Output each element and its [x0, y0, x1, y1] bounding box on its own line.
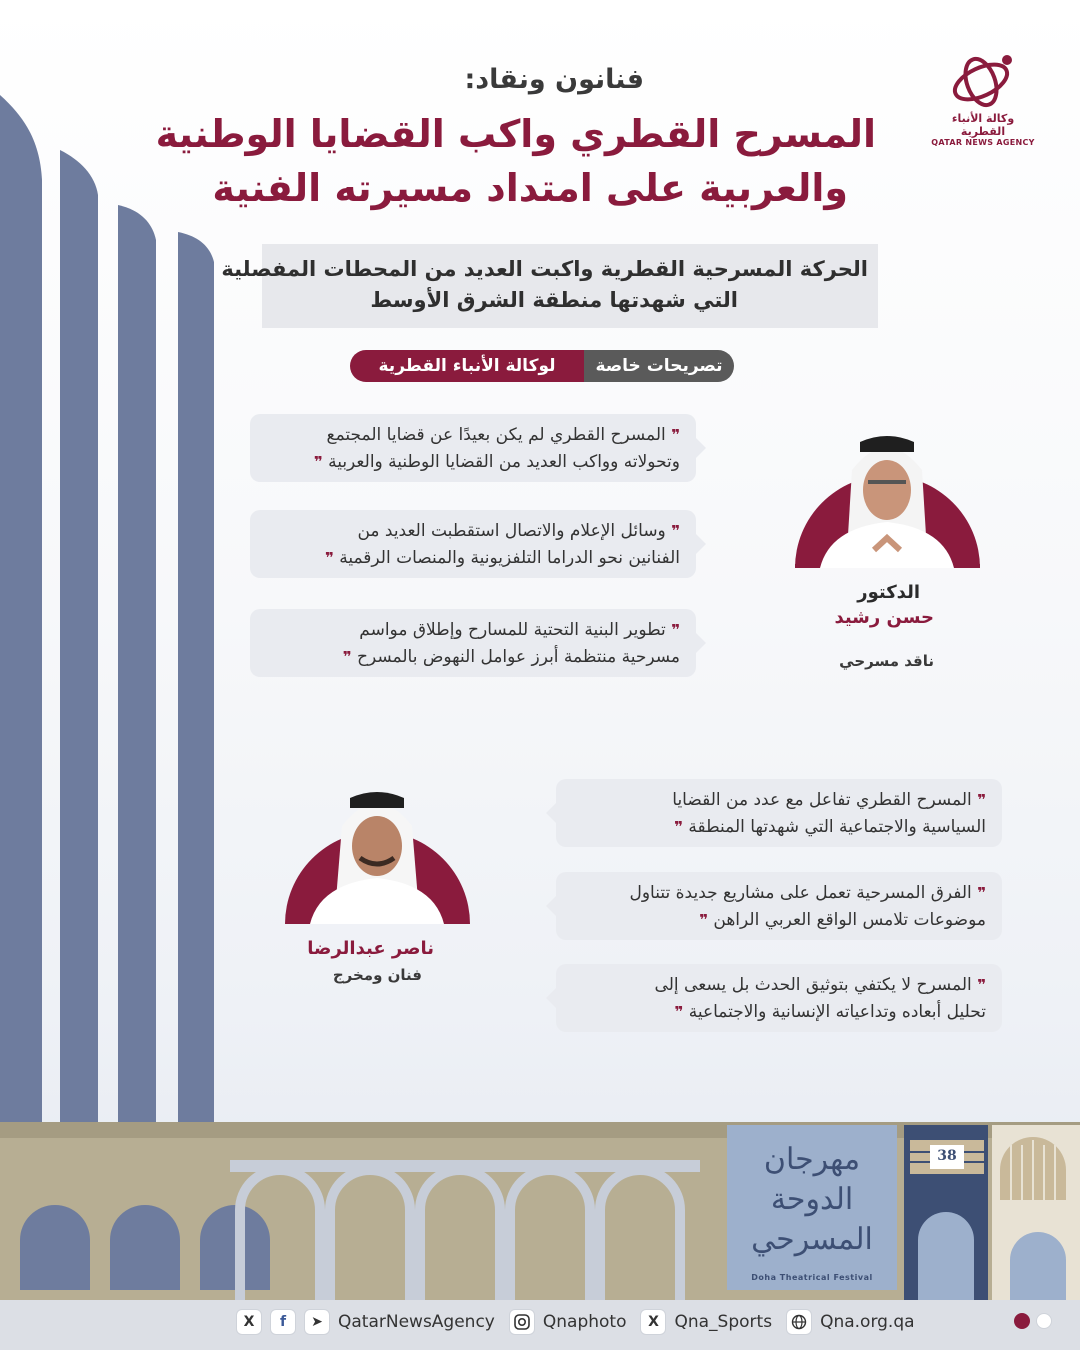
person1-quote-1: [250, 414, 696, 482]
quote-text-line: الفرق المسرحية تعمل على مشاريع جديدة تتناول: [629, 883, 972, 903]
globe-icon[interactable]: [786, 1309, 812, 1335]
quote-open-icon: ❞: [671, 621, 680, 639]
logo-name-english: QATAR NEWS AGENCY: [931, 138, 1035, 147]
instagram-icon[interactable]: [509, 1309, 535, 1335]
festival-name-english: Doha Theatrical Festival: [751, 1273, 873, 1282]
quote-text-line: وتحولاته وواكب العديد من القضايا الوطنية والعربية: [328, 452, 680, 472]
festival-name-line-3: المسرحي: [751, 1222, 873, 1257]
social-footer: [236, 1306, 921, 1338]
logo-name-arabic: وكالة الأنباء القطرية: [951, 112, 1015, 138]
quote-text-line: الفنانين نحو الدراما التلفزيونية والمنصات الرقمية: [339, 548, 680, 568]
facebook-icon[interactable]: f: [270, 1309, 296, 1335]
headline-line-1: المسرح القطري واكب القضايا الوطنية: [155, 112, 876, 156]
lead-box: [221, 244, 878, 328]
x-icon[interactable]: X: [236, 1309, 262, 1335]
person1-name: حسن رشيد: [834, 607, 934, 628]
person2-quote-3: [556, 964, 1002, 1032]
instagram-handle[interactable]: Qnaphoto: [542, 1312, 627, 1332]
person1-portrait: [790, 430, 985, 570]
quote-text-line: موضوعات تلامس الواقع العربي الراهن: [713, 910, 986, 930]
person1-title: الدكتور: [857, 582, 920, 603]
carousel-dot-active[interactable]: [1014, 1313, 1030, 1329]
quote-close-icon: ❞: [674, 1003, 684, 1021]
source-pill: [350, 350, 734, 382]
quote-text-line: المسرح لا يكتفي بتوثيق الحدث بل يسعى إلى: [654, 975, 972, 995]
quote-text-line: السياسية والاجتماعية التي شهدتها المنطقة: [688, 817, 986, 837]
quote-close-icon: ❞: [674, 818, 683, 836]
quote-text-line: مسرحية منتظمة أبرز عوامل النهوض بالمسرح: [357, 647, 680, 667]
person1-role: ناقد مسرحي: [839, 652, 934, 670]
x-handle[interactable]: Qna_Sports: [674, 1312, 773, 1332]
social-handle-main[interactable]: QatarNewsAgency: [338, 1312, 495, 1332]
pill-label-agency: لوكالة الأنباء القطرية: [350, 350, 584, 382]
quote-close-icon: ❞: [325, 549, 334, 567]
quote-open-icon: ❞: [977, 976, 986, 994]
festival-edition-number: 38: [937, 1148, 957, 1164]
lead-line-2: التي شهدتها منطقة الشرق الأوسط: [370, 288, 738, 312]
person2-role: فنان ومخرج: [332, 966, 422, 984]
festival-name-line-2: الدوحة: [770, 1182, 854, 1217]
carousel-dots: [1014, 1313, 1052, 1329]
quote-text-line: المسرح القطري تفاعل مع عدد من القضايا: [672, 790, 972, 810]
quote-open-icon: ❞: [671, 522, 680, 540]
quote-text-line: المسرح القطري لم يكن بعيدًا عن قضايا المجتمع: [326, 425, 666, 445]
quote-text-line: وسائل الإعلام والاتصال استقطبت العديد من: [357, 521, 666, 541]
kicker-text: فنانون ونقاد:: [464, 64, 644, 95]
quote-close-icon: ❞: [313, 453, 323, 471]
person2-quote-2: [556, 872, 1002, 940]
person2-portrait: [280, 786, 475, 926]
festival-logo-arabic: [732, 1140, 892, 1260]
quote-open-icon: ❞: [671, 426, 680, 444]
carousel-dot[interactable]: [1036, 1313, 1052, 1329]
festival-name-line-1: مهرجان: [763, 1142, 861, 1177]
pill-label-special: تصريحات خاصة: [584, 350, 734, 382]
person2-name: ناصر عبدالرضا: [307, 938, 434, 959]
lead-line-1: الحركة المسرحية القطرية واكبت العديد من المحطات المفصلية: [221, 257, 868, 281]
quote-close-icon: ❞: [699, 911, 708, 929]
person1-quote-2: [250, 510, 696, 578]
headline-line-2: والعربية على امتداد مسيرته الفنية: [212, 166, 848, 210]
quote-close-icon: ❞: [342, 648, 352, 666]
x-icon[interactable]: X: [640, 1309, 666, 1335]
person1-quote-3: [250, 609, 696, 677]
quote-text-line: تطوير البنية التحتية للمسارح وإطلاق مواسم: [359, 620, 666, 640]
quote-text-line: تحليل أبعاده وتداعياته الإنسانية والاجتماعية: [688, 1002, 986, 1022]
qna-logo-icon: [947, 52, 1019, 108]
qna-logo: [928, 52, 1038, 147]
quote-open-icon: ❞: [977, 791, 986, 809]
telegram-icon[interactable]: ➤: [304, 1309, 330, 1335]
person2-quote-1: [556, 779, 1002, 847]
website-link[interactable]: Qna.org.qa: [820, 1312, 915, 1332]
quote-open-icon: ❞: [977, 884, 986, 902]
